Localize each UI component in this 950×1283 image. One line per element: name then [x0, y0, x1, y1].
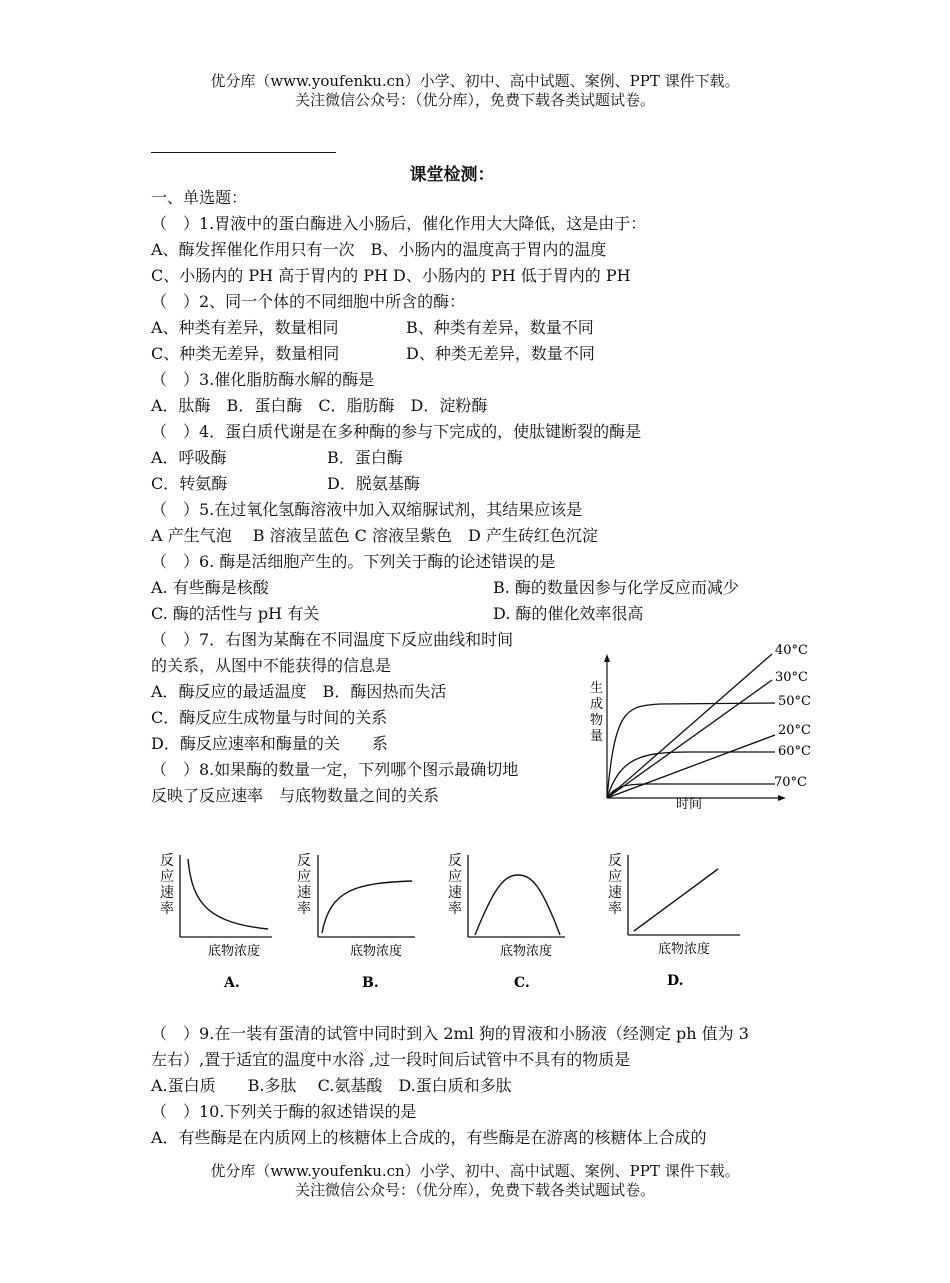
graph-a-y-char-2: 应	[160, 869, 174, 885]
q6-option-b: B. 酶的数量因参与化学反应而减少	[493, 578, 739, 597]
curve-60c	[607, 752, 775, 798]
graph-a	[160, 853, 272, 991]
graph-b-letter: B.	[362, 975, 379, 991]
graph-d-y-char-1: 反	[608, 853, 622, 869]
q6-option-c: C. 酶的活性与 pH 有关	[151, 604, 320, 623]
q7-stem-2: 的关系，从图中不能获得的信息是	[151, 656, 392, 675]
graph-c-x-label: 底物浓度	[500, 944, 553, 959]
q6-stem: （ ）6. 酶是活细胞产生的。下列关于酶的论述错误的是	[151, 552, 556, 571]
label-30c: 30°C	[775, 670, 808, 685]
page-title: 课堂检测：	[409, 165, 495, 185]
label-40c: 40°C	[775, 643, 808, 658]
temperature-reaction-chart	[580, 640, 820, 820]
y-axis-arrow	[604, 654, 610, 662]
q8-stem-1: （ ）8.如果酶的数量一定，下列哪个图示最确切地	[151, 760, 519, 779]
q2-option-d: D、种类无差异，数量不同	[406, 344, 595, 363]
q4-stem: （ ）4．蛋白质代谢是在多种酶的参与下完成的，使肽键断裂的酶是	[151, 422, 642, 441]
graph-b-y-char-4: 率	[297, 901, 311, 917]
q2-option-a: A、种类有差异，数量相同	[151, 318, 339, 337]
graph-c-y-char-3: 速	[448, 885, 462, 901]
q3-options: A．肽酶 B．蛋白酶 C．脂肪酶 D．淀粉酶	[151, 396, 488, 415]
graph-a-y-char-1: 反	[160, 853, 174, 869]
q1-stem: （ ）1.胃液中的蛋白酶进入小肠后，催化作用大大降低，这是由于：	[151, 214, 647, 233]
graph-c-y-char-4: 率	[448, 901, 462, 917]
q7-option-c: C．酶反应生成物量与时间的关系	[151, 708, 388, 727]
graph-b-y-char-3: 速	[297, 885, 311, 901]
q4-option-a: A．呼吸酶	[151, 448, 227, 467]
section-heading: 一、单选题：	[151, 188, 248, 207]
label-50c: 50°C	[778, 694, 811, 709]
q3-stem: （ ）3.催化脂肪酶水解的酶是	[151, 370, 375, 389]
label-20c: 20°C	[778, 723, 811, 738]
graph-d-y-char-3: 速	[608, 885, 622, 901]
q10-option-a: A．有些酶是在内质网上的核糖体上合成的，有些酶是在游离的核糖体上合成的	[151, 1128, 707, 1147]
q4-option-c: C．转氨酶	[151, 474, 228, 493]
q9-stem-2: 左右）,置于适宜的温度中水浴 ,过一段时间后试管中不具有的物质是	[151, 1050, 631, 1069]
graph-d-y-char-2: 应	[608, 869, 622, 885]
curve-40c	[607, 654, 772, 798]
q7-stem-1: （ ）7．右图为某酶在不同温度下反应曲线和时间	[151, 630, 514, 649]
graph-d-x-label: 底物浓度	[658, 942, 711, 957]
graph-a-curve	[188, 859, 268, 929]
label-70c: 70°C	[774, 775, 807, 790]
graph-d	[608, 853, 740, 989]
q6-option-a: A. 有些酶是核酸	[151, 578, 269, 597]
graph-b-y-char-2: 应	[297, 869, 311, 885]
q1-options-cd: C、小肠内的 PH 高于胃内的 PH D、小肠内的 PH 低于胃内的 PH	[151, 266, 631, 285]
q2-option-b: B、种类有差异，数量不同	[406, 318, 594, 337]
q4-option-b: B．蛋白酶	[327, 448, 403, 467]
q5-stem: （ ）5.在过氧化氢酶溶液中加入双缩脲试剂，其结果应该是	[151, 500, 583, 519]
graph-d-y-char-4: 率	[608, 901, 622, 917]
curve-30c	[607, 680, 772, 798]
header-line-2: 关注微信公众号：（优分库），免费下载各类试题试卷。	[294, 91, 655, 109]
q4-option-d: D．脱氨基酶	[327, 474, 420, 493]
q7-option-d: D．酶反应速率和酶量的关 系	[151, 734, 388, 753]
y-label-char-3: 物	[590, 713, 604, 728]
y-label-char-4: 量	[590, 729, 604, 744]
y-label-char-1: 生	[590, 681, 604, 696]
graph-a-y-char-4: 率	[160, 901, 174, 917]
graph-c-letter: C.	[514, 975, 530, 991]
q6-option-d: D. 酶的催化效率很高	[493, 604, 644, 623]
graph-c-y-char-1: 反	[448, 853, 462, 869]
graph-a-letter: A.	[224, 975, 240, 991]
graph-c	[448, 853, 565, 991]
graph-b	[297, 853, 415, 991]
q2-stem: （ ）2、同一个体的不同细胞中所含的酶：	[151, 292, 466, 311]
footer-line-2: 关注微信公众号：（优分库），免费下载各类试题试卷。	[294, 1181, 655, 1199]
q8-stem-2: 反映了反应速率 与底物数量之间的关系	[151, 786, 440, 805]
graph-b-y-char-1: 反	[297, 853, 311, 869]
q7-options-ab: A．酶反应的最适温度 B．酶因热而失活	[151, 682, 447, 701]
x-axis-arrow	[778, 795, 786, 801]
q10-stem: （ ）10.下列关于酶的叙述错误的是	[151, 1102, 417, 1121]
divider-line	[151, 152, 336, 153]
y-label-char-2: 成	[590, 697, 604, 712]
label-60c: 60°C	[778, 744, 811, 759]
curve-20c	[607, 735, 775, 798]
graph-a-x-label: 底物浓度	[208, 944, 261, 959]
q9-stem-1: （ ）9.在一装有蛋清的试管中同时到入 2ml 狗的胃液和小肠液（经测定 ph 值为 3	[151, 1024, 749, 1043]
graph-d-letter: D.	[667, 973, 684, 989]
graph-a-y-char-3: 速	[160, 885, 174, 901]
graph-d-curve	[634, 869, 718, 931]
graph-b-curve	[322, 881, 412, 933]
graph-c-curve	[475, 875, 560, 935]
x-axis-label: 时间	[676, 797, 703, 812]
graph-c-y-char-2: 应	[448, 869, 462, 885]
q9-options: A.蛋白质 B.多肽 C.氨基酸 D.蛋白质和多肽	[151, 1076, 512, 1095]
footer-line-1: 优分库（www.youfenku.cn）小学、初中、高中试题、案例、PPT 课件下载。	[210, 1162, 740, 1180]
q1-options-ab: A、酶发挥催化作用只有一次 B、小肠内的温度高于胃内的温度	[151, 240, 607, 259]
curve-70c	[607, 784, 775, 798]
q2-option-c: C、种类无差异，数量相同	[151, 344, 340, 363]
header-line-1: 优分库（www.youfenku.cn）小学、初中、高中试题、案例、PPT 课件下载。	[210, 72, 740, 90]
graph-b-x-label: 底物浓度	[350, 944, 403, 959]
q5-options: A 产生气泡 B 溶液呈蓝色 C 溶液呈紫色 D 产生砖红色沉淀	[151, 526, 598, 545]
q8-graphs	[150, 845, 790, 995]
